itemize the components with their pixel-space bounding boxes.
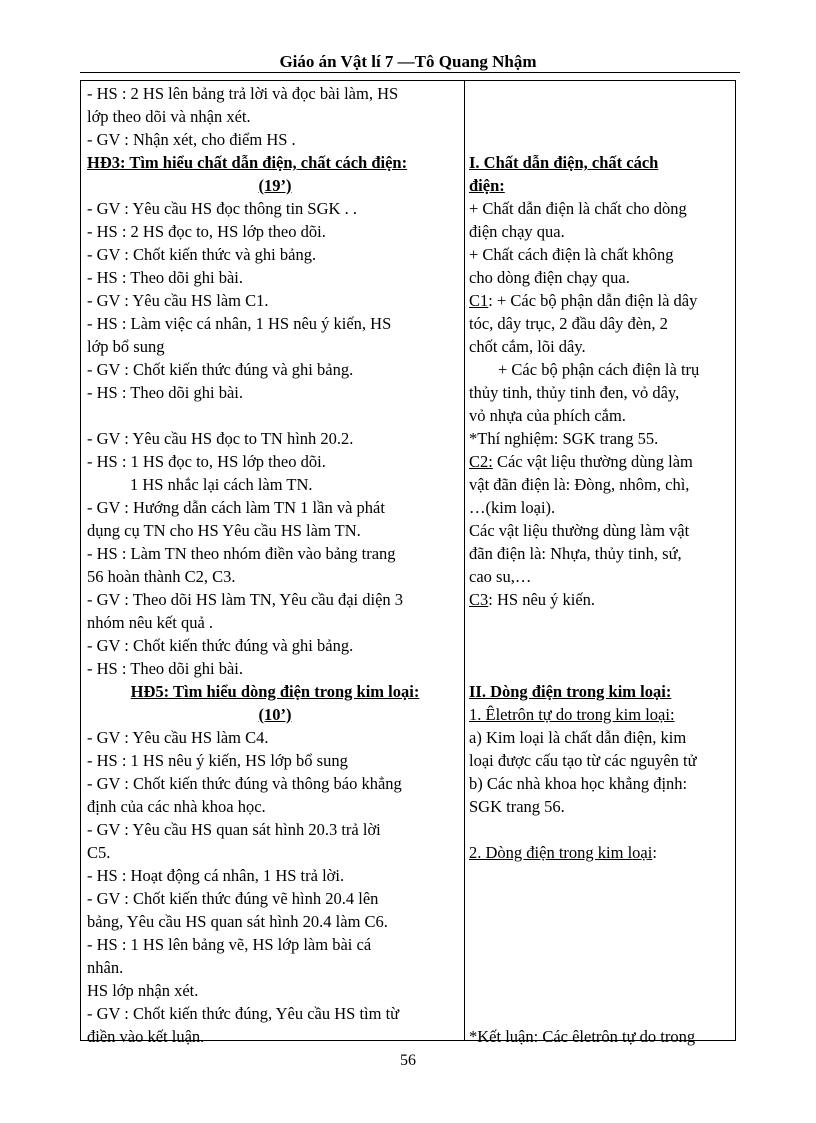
- left-line: nhóm nêu kết quả .: [87, 613, 214, 632]
- c3-label: C3: [469, 590, 489, 609]
- left-line: - HS : 2 HS lên bảng trả lời và đọc bài làm, HS: [87, 84, 399, 103]
- section-duration: (19’): [258, 176, 292, 195]
- page-number: 56: [400, 1052, 416, 1069]
- right-line: điện chạy qua.: [469, 222, 565, 241]
- right-line: a) Kim loại là chất dẫn điện, kim: [469, 728, 687, 747]
- right-line: chốt cắm, lõi dây.: [469, 337, 586, 356]
- left-line: định của các nhà khoa học.: [87, 797, 266, 816]
- left-line: bảng, Yêu cầu HS quan sát hình 20.4 làm C6.: [87, 912, 388, 931]
- right-line: Các vật liệu thường dùng làm vật: [469, 521, 690, 540]
- left-line: - GV : Chốt kiến thức đúng và ghi bảng.: [87, 360, 354, 379]
- left-line: - HS : Theo dõi ghi bài.: [87, 383, 243, 402]
- c1-label: C1: [469, 291, 489, 310]
- left-line: - GV : Chốt kiến thức đúng, Yêu cầu HS tìm từ: [87, 1004, 400, 1023]
- right-line-c1: [469, 290, 735, 312]
- section-heading-hd3: HĐ3: Tìm hiểu chất dẫn điện, chất cách điện:: [87, 153, 408, 172]
- left-line: - HS : Làm việc cá nhân, 1 HS nêu ý kiến, HS: [87, 314, 392, 333]
- right-line: cao su,…: [469, 567, 532, 586]
- c2-label: C2:: [469, 452, 493, 471]
- left-line: - HS : 2 HS đọc to, HS lớp theo dõi.: [87, 222, 326, 241]
- c1-text: : + Các bộ phận dẫn điện là dây: [488, 291, 698, 310]
- left-line: - GV : Yêu cầu HS làm C1.: [87, 291, 269, 310]
- left-line: - GV : Chốt kiến thức đúng và thông báo khẳng: [87, 774, 402, 793]
- left-line: - GV : Yêu cầu HS làm C4.: [87, 728, 269, 747]
- right-line: tóc, dây trục, 2 đầu dây đèn, 2: [469, 314, 668, 333]
- section-heading-ii: II. Dòng điện trong kim loại:: [469, 682, 672, 701]
- left-line: dụng cụ TN cho HS Yêu cầu HS làm TN.: [87, 521, 361, 540]
- right-line: b) Các nhà khoa học khẳng định:: [469, 774, 688, 793]
- c3-text: : HS nêu ý kiến.: [488, 590, 596, 609]
- section-heading-i: điện:: [469, 176, 505, 195]
- right-line: đãn điện là: Nhựa, thủy tinh, sứ,: [469, 544, 682, 563]
- left-line: lớp theo dõi và nhận xét.: [87, 107, 251, 126]
- right-line: *Kết luận: Các êletrôn tự do trong: [469, 1027, 696, 1046]
- section-heading-i: I. Chất dẫn điện, chất cách: [469, 153, 659, 172]
- right-line: vật đãn điện là: Đòng, nhôm, chì,: [469, 475, 690, 494]
- left-line: 56 hoàn thành C2, C3.: [87, 567, 236, 586]
- right-line: thủy tinh, thủy tinh đen, vỏ dây,: [469, 383, 680, 402]
- c2-text: Các vật liệu thường dùng làm: [492, 452, 693, 471]
- subheading-2-colon: :: [652, 843, 657, 862]
- left-line: nhân.: [87, 958, 124, 977]
- right-line: vỏ nhựa của phích cắm.: [469, 406, 626, 425]
- right-line-c3: [469, 589, 735, 611]
- left-line: - GV : Yêu cầu HS đọc to TN hình 20.2.: [87, 429, 354, 448]
- left-line: - HS : 1 HS đọc to, HS lớp theo dõi.: [87, 452, 326, 471]
- right-line: SGK trang 56.: [469, 797, 565, 816]
- right-line: loại được cấu tạo từ các nguyên tử: [469, 751, 697, 770]
- subheading-2-text: 2. Dòng điện trong kim loại: [469, 843, 653, 862]
- right-line: …(kim loại).: [469, 498, 556, 517]
- subheading-1: 1. Êletrôn tự do trong kim loại:: [469, 705, 675, 724]
- right-line: *Thí nghiệm: SGK trang 55.: [469, 429, 659, 448]
- left-line: 1 HS nhắc lại cách làm TN.: [130, 475, 313, 494]
- section-duration: (10’): [258, 705, 292, 724]
- right-line: + Các bộ phận cách điện là trụ: [498, 360, 700, 379]
- left-line: - GV : Chốt kiến thức và ghi bảng.: [87, 245, 317, 264]
- left-line: - GV : Theo dõi HS làm TN, Yêu cầu đại diện 3: [87, 590, 404, 609]
- left-line: - HS : Hoạt động cá nhân, 1 HS trả lời.: [87, 866, 345, 885]
- left-line: - GV : Chốt kiến thức đúng vẽ hình 20.4 lên: [87, 889, 379, 908]
- right-line: cho dòng điện chạy qua.: [469, 268, 630, 287]
- left-line: - GV : Yêu cầu HS quan sát hình 20.3 trả lời: [87, 820, 381, 839]
- right-line-c2: [469, 451, 735, 473]
- left-line: C5.: [87, 843, 111, 862]
- right-line: + Chất cách điện là chất không: [469, 245, 674, 264]
- left-line: HS lớp nhận xét.: [87, 981, 199, 1000]
- left-line: - GV : Nhận xét, cho điểm HS .: [87, 130, 296, 149]
- left-line: - GV : Hướng dẫn cách làm TN 1 lần và phát: [87, 498, 385, 517]
- page-header: Giáo án Vật lí 7 —Tô Quang Nhậm: [279, 52, 537, 71]
- left-line: - HS : Theo dõi ghi bài.: [87, 659, 243, 678]
- left-line: - HS : 1 HS nêu ý kiến, HS lớp bổ sung: [87, 751, 348, 770]
- left-line: điền vào kết luận.: [87, 1027, 205, 1046]
- left-line: lớp bổ sung: [87, 337, 165, 356]
- left-line: - GV : Chốt kiến thức đúng và ghi bảng.: [87, 636, 354, 655]
- left-line: - HS : Làm TN theo nhóm điền vào bảng trang: [87, 544, 396, 563]
- subheading-2: [469, 842, 735, 864]
- left-line: - HS : Theo dõi ghi bài.: [87, 268, 243, 287]
- left-line: - HS : 1 HS lên bảng vẽ, HS lớp làm bài cá: [87, 935, 372, 954]
- left-line: - GV : Yêu cầu HS đọc thông tin SGK . .: [87, 199, 357, 218]
- header-rule: [80, 72, 740, 73]
- right-line: + Chất dẫn điện là chất cho dòng: [469, 199, 687, 218]
- section-heading-hd5: HĐ5: Tìm hiểu dòng điện trong kim loại:: [130, 682, 420, 701]
